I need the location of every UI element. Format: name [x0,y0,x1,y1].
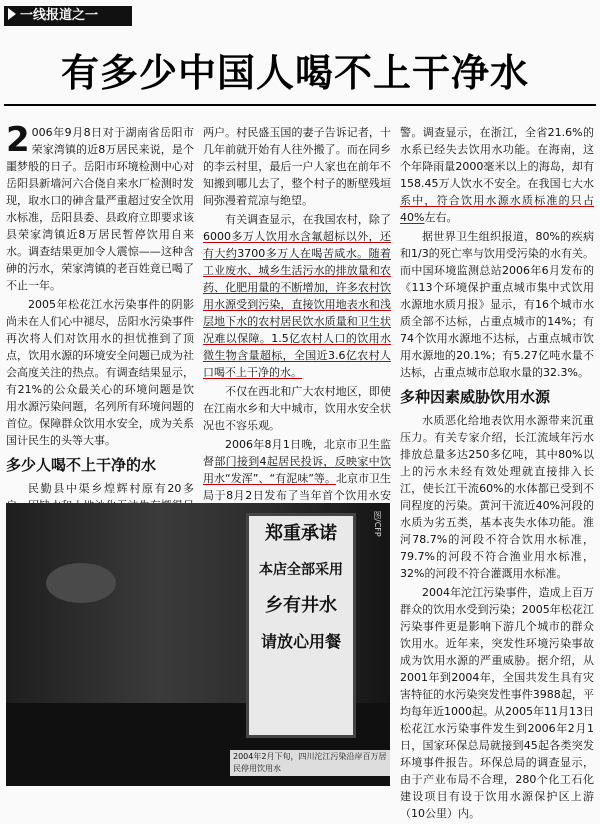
paragraph-text: 2006年8月1日晚，北京市卫生监督 [203,438,391,468]
sign-line: 乡有井水 [265,595,337,616]
paragraph: 民勤县中渠乡煌辉村原有20多 [28,482,194,495]
column-2 [203,124,391,523]
paragraph-text: 警。调查显示，在浙江，全省21.6%的水系已经失去饮用水功能。在海南，这个年降雨量2000毫米以上的海岛，却有158.45万人饮水不安全。在我国七大水 [400,126,594,190]
paragraph: 2005年松花江水污染事件的阴影尚未在人们心中褪尽，岳阳水污染事件再次将人们对饮用水的担忧推到了顶点，饮用水源的环境安全问题已成为社会高度关注的热点。有调查结果显示，有21%的公众最关心的环境问题是饮用水源污染问题，名列所有环境问题的首位。保障群众饮用水安全，成为关系国计民生的头等大事。 [6,298,194,447]
paragraph [400,124,594,226]
paragraph: 两户。村民盛玉国的妻子告诉记者，十几年前就开始有人往外搬了。而在同乡的李云村里，最后一户人家也在前年不知搬到哪儿去了，整个村子的断壁残垣间弥漫着荒凉与绝望。 [203,126,391,207]
column-3 [400,124,594,824]
paragraph: 2004年沱江污染事件，造成上百万群众的饮用水受到污染；2005年松花江污染事件更是影响下游几个城市的群众饮用水。近年来，突发性环境污染事故成为饮用水源的严重威胁。据介绍，从2001年到2004年，全国共发生具有灾害特征的水污染突发性事件3988起，平均每年近1000起。从2005年11月13日松花江水污染事件发生到2006年2月1日，国家环保总局就接到45起各类突发环境事件报告。环保总局的调查显示，由于产业布局不合理，280个化工石化建设项目有设于饮用水源保护区上游（10公里）内。 [400,586,594,820]
paragraph-text: 左右。 [424,211,458,224]
arrow-icon [8,8,16,20]
sign-line: 请放心用餐 [260,632,341,651]
drop-cap: 2 [6,120,30,160]
highlighted-text: 部门接到4起居民投诉，反映家中饮用水“发浑”、“有泥味”等。 [203,455,391,485]
photo-caption: 2004年2月下旬，四川沱江污染沿岸百万居民停用饮用水 [230,750,390,776]
sign-line: 本店全部采用 [259,562,343,578]
divider [4,104,596,106]
photo-credit: 图/CFP [373,511,382,537]
lamp-shape [46,563,116,603]
subheading: 多种因素威胁饮用水源 [400,388,551,406]
news-photo [6,503,390,786]
paragraph: 水质恶化给地表饮用水源带来沉重压力。有关专家介绍，长江流域年污水排放总量多达250多亿吨，其中80%以上的污水未经有效处理就直接排入长江，使长江干流60%的水体都已受到不同程度的污染。黄河干流近40%河段的水质为劣五类，基本丧失水体功能。淮河78.7%的河段不符合饮用水标准，79.7%的河段不符合渔业用水标准，32%的河段不符合灌溉用水标准。 [400,414,594,580]
subheading: 多少人喝不上干净的水 [6,456,157,474]
restaurant-sign [246,513,356,738]
sign-line: 郑重承诺 [265,523,337,544]
paragraph [203,211,391,381]
paragraph-text: 有关调查显示，在我国农村，除了 [225,213,391,226]
highlighted-text: 系中，符合饮用水源水质标准的只占40% [400,194,594,224]
section-tag [4,6,132,26]
paragraph: 不仅在西北和广大农村地区，即使在江南水乡和大中城市，饮用水安全状况也不容乐观。 [203,385,391,432]
paragraph-text: 006年9月8日对于湖南省岳阳市荣家湾镇的近8万居民来说，是个噩梦般的日子。岳阳市环境检测中心对岳阳县新墙河六合侥自来水厂检测时发现，取水口的砷含量严重超过安全饮用水标准，岳阳县委、县政府立即要求该县荣家湾镇近8万居民暂停饮用自来水。调查结果更加令人震惊——这种含砷的污水，荣家湾镇的老百姓竟已喝了不止一年。 [6,126,194,292]
paragraph: 据世界卫生组织报道，80%的疾病和1/3的死亡率与饮用受污染的水有关。而中国环境监测总站2006年6月发布的《113个环境保护重点城市集中式饮用水源地水质月报》显示，有16个城市水质全部不达标，占重点城市的14%；有74个饮用水源地不达标，占重点城市饮用水源地的20.1%；有5.27亿吨水量不达标，占重点城市总取水量的32.3%。 [400,230,594,379]
paragraph [6,120,194,294]
column-1 [6,120,194,533]
highlighted-text: 6000多万人饮用水含氟超标以外，还有大约3700多万人在喝苦咸水。随着工业废水、城乡生活污水的排放量和农药、化肥用量的不断增加，许多农村饮用水源受到污染，直接饮用地表水和浅层地下水的农村居民饮水质量和卫生状况难以保障。1.5亿农村人口的饮用水微生物含量超标，全国近3.6亿农村人口喝不上干净的水。 [203,230,391,379]
paragraph-text: 北京市卫生局于8月2日发布了当年首个饮用水安 [203,472,391,502]
section-tag-label: 一线报道之一 [20,8,99,23]
page-title: 有多少中国人喝不上干净水 [60,51,529,95]
